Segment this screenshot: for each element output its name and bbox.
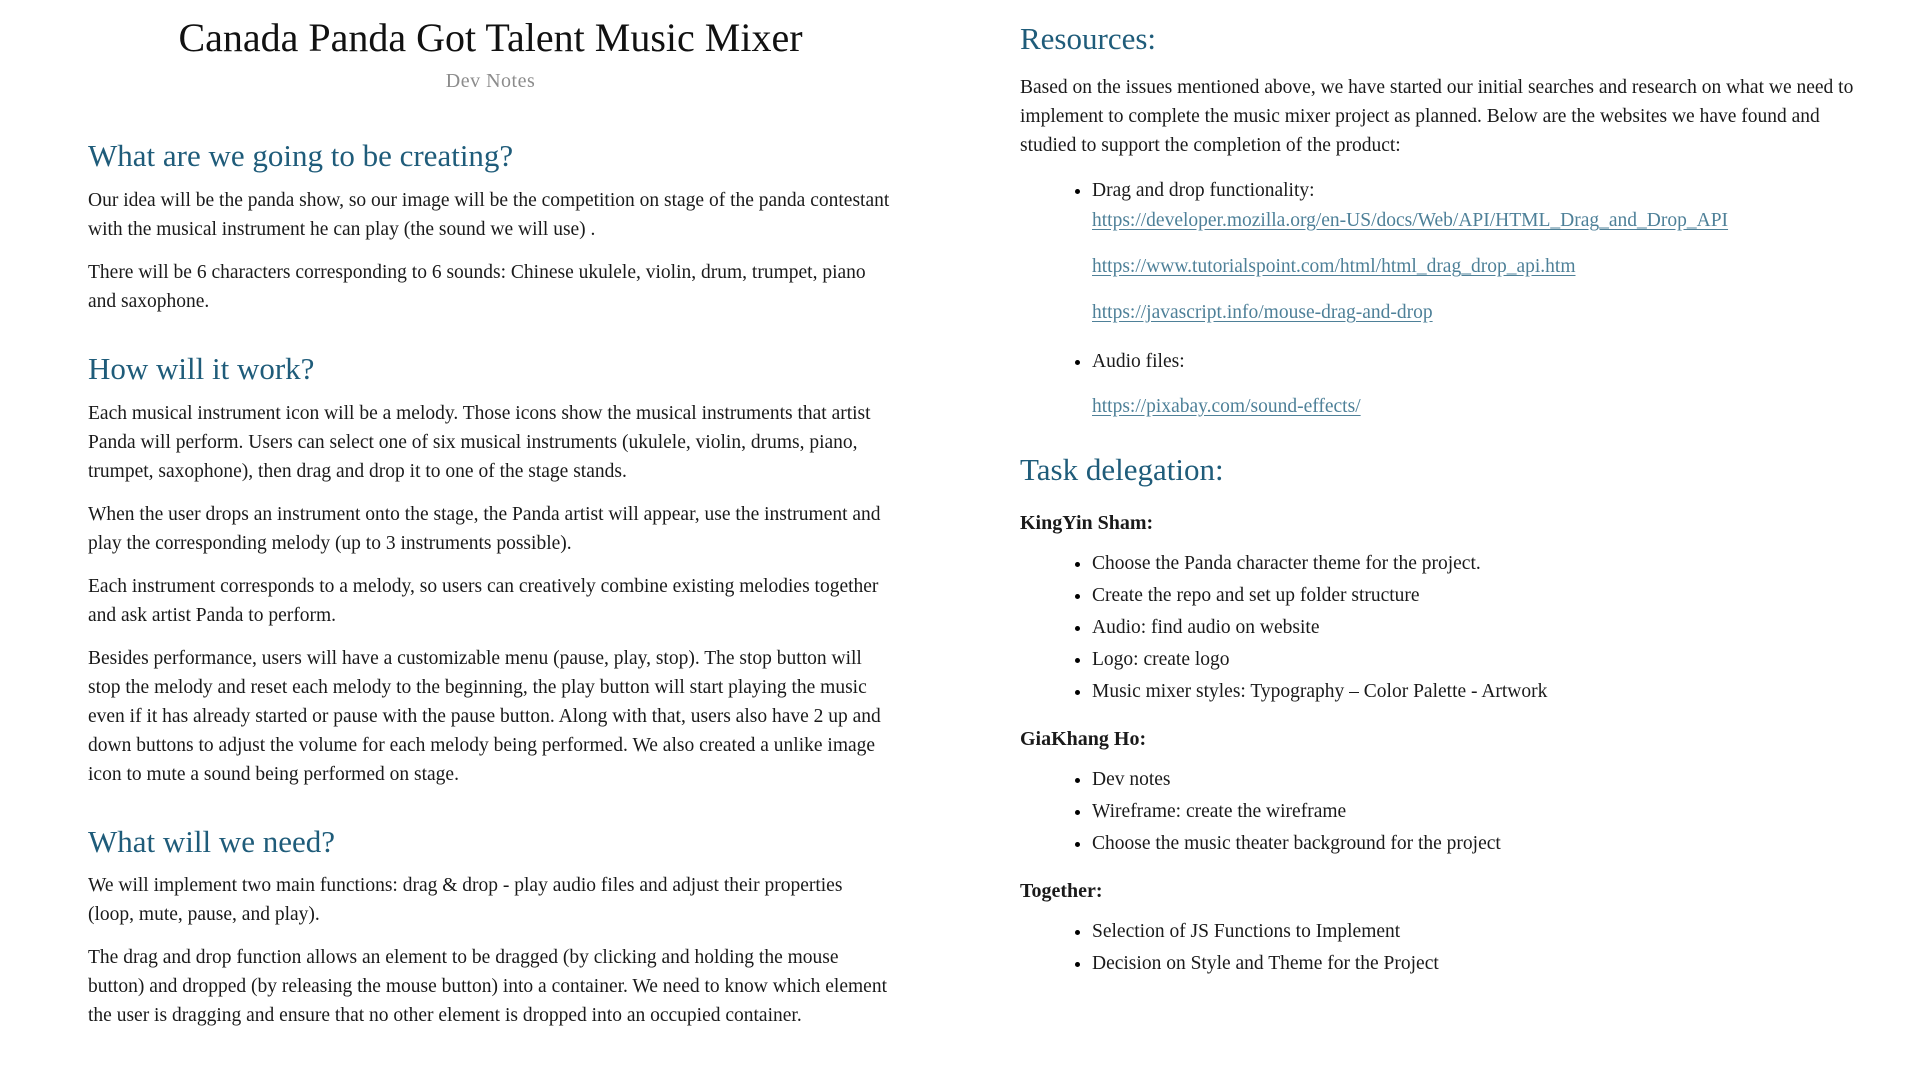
- resource-label: • Audio files:: [1092, 350, 1185, 372]
- left-column: [88, 14, 893, 1044]
- task-group-name: GiaKhang Ho:: [1020, 727, 1147, 750]
- section-heading-creating: What are we going to be creating?: [88, 138, 514, 173]
- paragraph: Besides performance, users will have a customizable menu (pause, play, stop). The stop button will stop the melody and reset each melody to the beginning, the play button will start playing the music even if it has already started or pause with the pause button. Along with that, users also have 2 up and down buttons to adjust the volume for each melody being performed. We also created a unlike image icon to mute a sound being performed on stage.: [88, 647, 881, 785]
- section-heading-need: What will we need?: [88, 823, 336, 859]
- section-heading-how: How will it work?: [88, 350, 315, 386]
- paragraph: When the user drops an instrument onto the stage, the Panda artist will appear, use the instrument and play the corresponding melody (up to 3 instruments possible).: [88, 503, 881, 554]
- paragraph: We will implement two main functions: drag & drop - play audio files and adjust their properties (loop, mute, pause, and play).: [88, 875, 843, 926]
- resource-link[interactable]: https://www.tutorialspoint.com/html/html_drag_drop_api.htm: [1092, 255, 1576, 277]
- link-row: [1092, 392, 1865, 421]
- resources-list: [1020, 176, 1865, 421]
- right-column: [1020, 20, 1865, 984]
- task-group-name: KingYin Sham:: [1020, 511, 1154, 534]
- resource-link[interactable]: https://developer.mozilla.org/en-US/docs/Web/API/HTML_Drag_and_Drop_API: [1092, 209, 1729, 231]
- paragraph: Our idea will be the panda show, so our image will be the competition on stage of the panda contestant with the musical instrument he can play (the sound we will use) .: [88, 189, 890, 240]
- task-item: • Choose the music theater background for the project: [1092, 829, 1865, 858]
- section-heading-tasks: Task delegation:: [1020, 451, 1224, 487]
- task-item: • Audio: find audio on website: [1092, 613, 1865, 642]
- task-item: • Selection of JS Functions to Implement: [1092, 917, 1865, 946]
- link-row: [1092, 298, 1865, 327]
- paragraph: There will be 6 characters corresponding to 6 sounds: Chinese ukulele, violin, drum, trumpet, piano and saxophone.: [88, 261, 866, 312]
- task-list: [1020, 917, 1865, 978]
- task-item: • Dev notes: [1092, 765, 1865, 794]
- section-heading-resources: Resources:: [1020, 21, 1157, 56]
- link-row: [1092, 252, 1865, 281]
- task-item: • Create the repo and set up folder structure: [1092, 581, 1865, 610]
- paragraph: Based on the issues mentioned above, we have started our initial searches and research on what we need to implement to complete the music mixer project as planned. Below are the websites we have found and studied to support the completion of the product:: [1020, 76, 1854, 156]
- doc-title: Canada Panda Got Talent Music Mixer: [178, 15, 803, 60]
- list-item: [1092, 347, 1865, 421]
- task-item: • Music mixer styles: Typography – Color Palette - Artwork: [1092, 677, 1865, 706]
- paragraph: Each instrument corresponds to a melody, so users can creatively combine existing melodies together and ask artist Panda to perform.: [88, 575, 879, 626]
- task-group-name: Together:: [1020, 879, 1103, 902]
- task-item: • Decision on Style and Theme for the Project: [1092, 949, 1865, 978]
- task-item: • Choose the Panda character theme for the project.: [1092, 549, 1865, 578]
- task-list: [1020, 549, 1865, 706]
- doc-subtitle: Dev Notes: [445, 70, 536, 92]
- resource-link[interactable]: https://javascript.info/mouse-drag-and-drop: [1092, 301, 1433, 323]
- paragraph: The drag and drop function allows an element to be dragged (by clicking and holding the mouse button) and dropped (by releasing the mouse button) into a container. We need to know which element the user is dragging and ensure that no other element is dropped into an occupied container.: [88, 947, 887, 1027]
- resource-link[interactable]: https://pixabay.com/sound-effects/: [1092, 395, 1361, 417]
- task-item: • Wireframe: create the wireframe: [1092, 797, 1865, 826]
- resource-label: • Drag and drop functionality:: [1092, 179, 1315, 201]
- task-list: [1020, 765, 1865, 858]
- task-item: • Logo: create logo: [1092, 645, 1865, 674]
- link-row: [1092, 206, 1865, 235]
- paragraph: Each musical instrument icon will be a melody. Those icons show the musical instruments that artist Panda will perform. Users can select one of six musical instruments (ukulele, violin, drums, piano, trumpet, saxophone), then drag and drop it to one of the stage stands.: [88, 402, 871, 482]
- list-item: [1092, 176, 1865, 327]
